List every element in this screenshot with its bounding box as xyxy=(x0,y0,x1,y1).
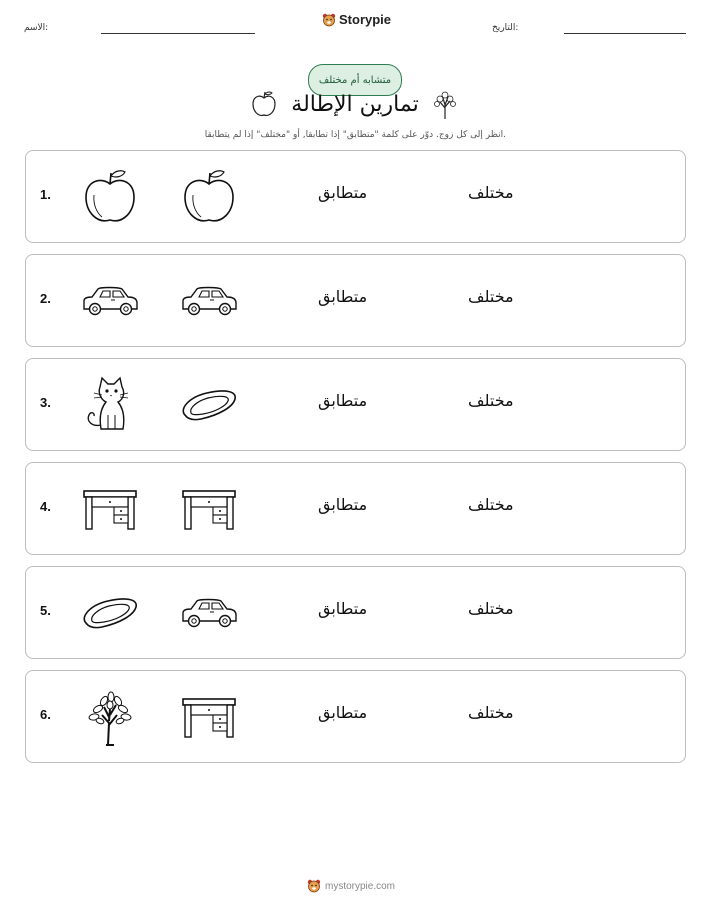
same-choice[interactable]: متطابق xyxy=(318,495,368,514)
row-number: 2. xyxy=(40,291,51,306)
footer-link[interactable]: mystorypie.com xyxy=(325,880,396,892)
bear-face-icon xyxy=(322,13,336,27)
date-line[interactable] xyxy=(564,33,686,34)
row-number: 1. xyxy=(40,187,51,202)
exercise-row xyxy=(25,670,686,763)
logo-text: Storypie xyxy=(339,12,392,27)
exercise-row xyxy=(25,358,686,451)
tree-icon xyxy=(432,90,458,120)
name-line[interactable] xyxy=(101,33,255,34)
car-picture xyxy=(80,271,140,331)
row-number: 3. xyxy=(40,395,51,410)
different-choice[interactable]: مختلف xyxy=(468,287,514,306)
mat-picture xyxy=(80,583,140,643)
tree-picture xyxy=(80,687,140,747)
exercise-row xyxy=(25,254,686,347)
page-title: تمارين الإطالة xyxy=(291,92,419,117)
footer xyxy=(307,879,395,893)
different-choice[interactable]: مختلف xyxy=(468,495,514,514)
row-number: 4. xyxy=(40,499,51,514)
exercise-row xyxy=(25,150,686,243)
same-choice[interactable]: متطابق xyxy=(318,183,368,202)
desk-picture xyxy=(80,479,140,539)
name-label: الاسم: xyxy=(24,23,49,33)
same-choice[interactable]: متطابق xyxy=(318,599,368,618)
row-number: 5. xyxy=(40,603,51,618)
mat-picture xyxy=(179,375,239,435)
cat-picture xyxy=(80,375,140,435)
exercise-row xyxy=(25,566,686,659)
row-number: 6. xyxy=(40,707,51,722)
different-choice[interactable]: مختلف xyxy=(468,391,514,410)
desk-picture xyxy=(179,479,239,539)
logo xyxy=(322,12,391,27)
same-choice[interactable]: متطابق xyxy=(318,391,368,410)
different-choice[interactable]: مختلف xyxy=(468,599,514,618)
different-choice[interactable]: مختلف xyxy=(468,183,514,202)
date-label: التاريخ: xyxy=(492,23,519,33)
exercise-row xyxy=(25,462,686,555)
bear-face-icon xyxy=(307,879,321,893)
apple-picture xyxy=(179,167,239,227)
same-choice[interactable]: متطابق xyxy=(318,287,368,306)
desk-picture xyxy=(179,687,239,747)
car-picture xyxy=(179,583,239,643)
apple-picture xyxy=(80,167,140,227)
same-choice[interactable]: متطابق xyxy=(318,703,368,722)
instructions: انظر إلى كل زوج. دوّر على كلمة "متطابق" إذا تطابقا, أو "مختلف" إذا لم يتطابقا. xyxy=(204,130,506,140)
category-badge: متشابه أم مختلف xyxy=(308,64,402,96)
car-picture xyxy=(179,271,239,331)
different-choice[interactable]: مختلف xyxy=(468,703,514,722)
